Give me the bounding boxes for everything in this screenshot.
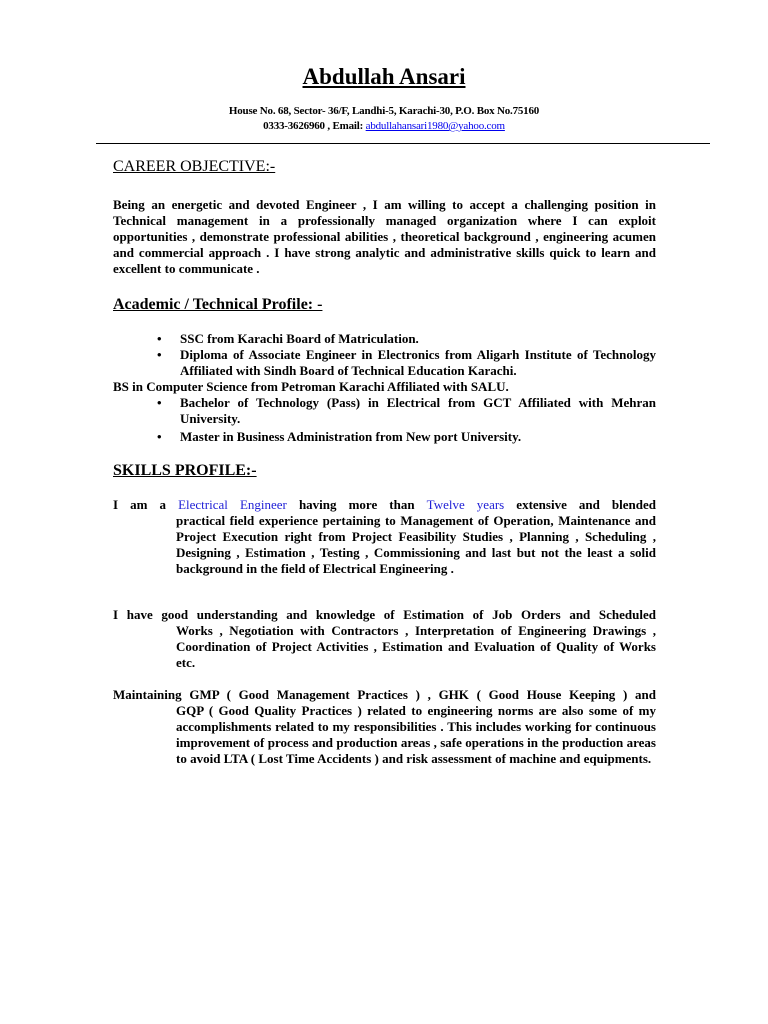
text-mid: having more than [286, 497, 427, 512]
role-highlight: Electrical Engineer [178, 497, 287, 512]
list-item: • Master in Business Administration from New port University. [113, 429, 656, 445]
skills-p2-first-line: I have good understanding and knowledge of Estimation of Job Orders and Scheduled [113, 607, 656, 622]
skills-heading: SKILLS PROFILE:- [113, 462, 257, 479]
career-objective-text: Being an energetic and devoted Engineer , I am willing to accept a challenging position in Technical management in a professionally managed organization where I can exploit opportunities , demonstrate professional abilities , theoretical background , engineering acumen and commercial approach . I have strong analytic and administrative skills quick to learn and excellent to communicate . [113, 197, 656, 276]
skills-p1-rest: practical field experience pertaining to Management of Operation, Maintenance and Project Execution right from Project Feasibility Studies , Planning , Scheduling , Designing , Estimation , Testing , Commissioning and last but not the least a solid background in the field of Electrical Engineering . [176, 513, 656, 576]
skills-paragraph-1 [113, 497, 656, 577]
phone-text: 0333-3626960 , Email: [263, 120, 366, 132]
contact-line [0, 120, 768, 132]
academic-list-b [113, 395, 656, 445]
list-item: • Bachelor of Technology (Pass) in Electrical from GCT Affiliated with Mehran University. [113, 395, 656, 427]
skills-p3-rest: GQP ( Good Quality Practices ) related to engineering norms are also some of my accomplishments related to my responsibilities . This includes working for continuous improvement of process and production areas , safe operations in the production areas to avoid LTA ( Lost Time Accidents ) and risk assessment of machine and equipments. [176, 703, 656, 766]
candidate-name: Abdullah Ansari [302, 64, 466, 89]
skills-p1-first-line [113, 497, 656, 513]
academic-heading: Academic / Technical Profile: - [113, 296, 323, 313]
text-lead: I am a [113, 497, 179, 512]
skills-paragraph-2 [113, 607, 656, 671]
years-highlight: Twelve years [426, 497, 505, 512]
career-objective-heading: CAREER OBJECTIVE:- [113, 158, 276, 175]
skills-paragraph-3 [113, 687, 656, 767]
skills-p2-rest: Works , Negotiation with Contractors , Interpretation of Engineering Drawings , Coordination of Project Activities , Estimation and Evaluation of Quality of Works etc. [176, 623, 656, 670]
text-tail: extensive and blended [504, 497, 657, 512]
email-link[interactable]: abdullahansari1980@yahoo.com [365, 120, 505, 132]
list-item: • Diploma of Associate Engineer in Electronics from Aligarh Institute of Technology Affiliated with Sindh Board of Technical Education Karachi. [113, 347, 656, 379]
skills-p3-first-line: Maintaining GMP ( Good Management Practices ) , GHK ( Good House Keeping ) and [113, 687, 656, 702]
academic-plain-line: BS in Computer Science from Petroman Karachi Affiliated with SALU. [113, 379, 509, 394]
header-divider [96, 143, 710, 144]
address-line: House No. 68, Sector- 36/F, Landhi-5, Karachi-30, P.O. Box No.75160 [228, 105, 540, 117]
list-item: • SSC from Karachi Board of Matriculation. [113, 331, 656, 347]
academic-list-a [113, 331, 656, 379]
